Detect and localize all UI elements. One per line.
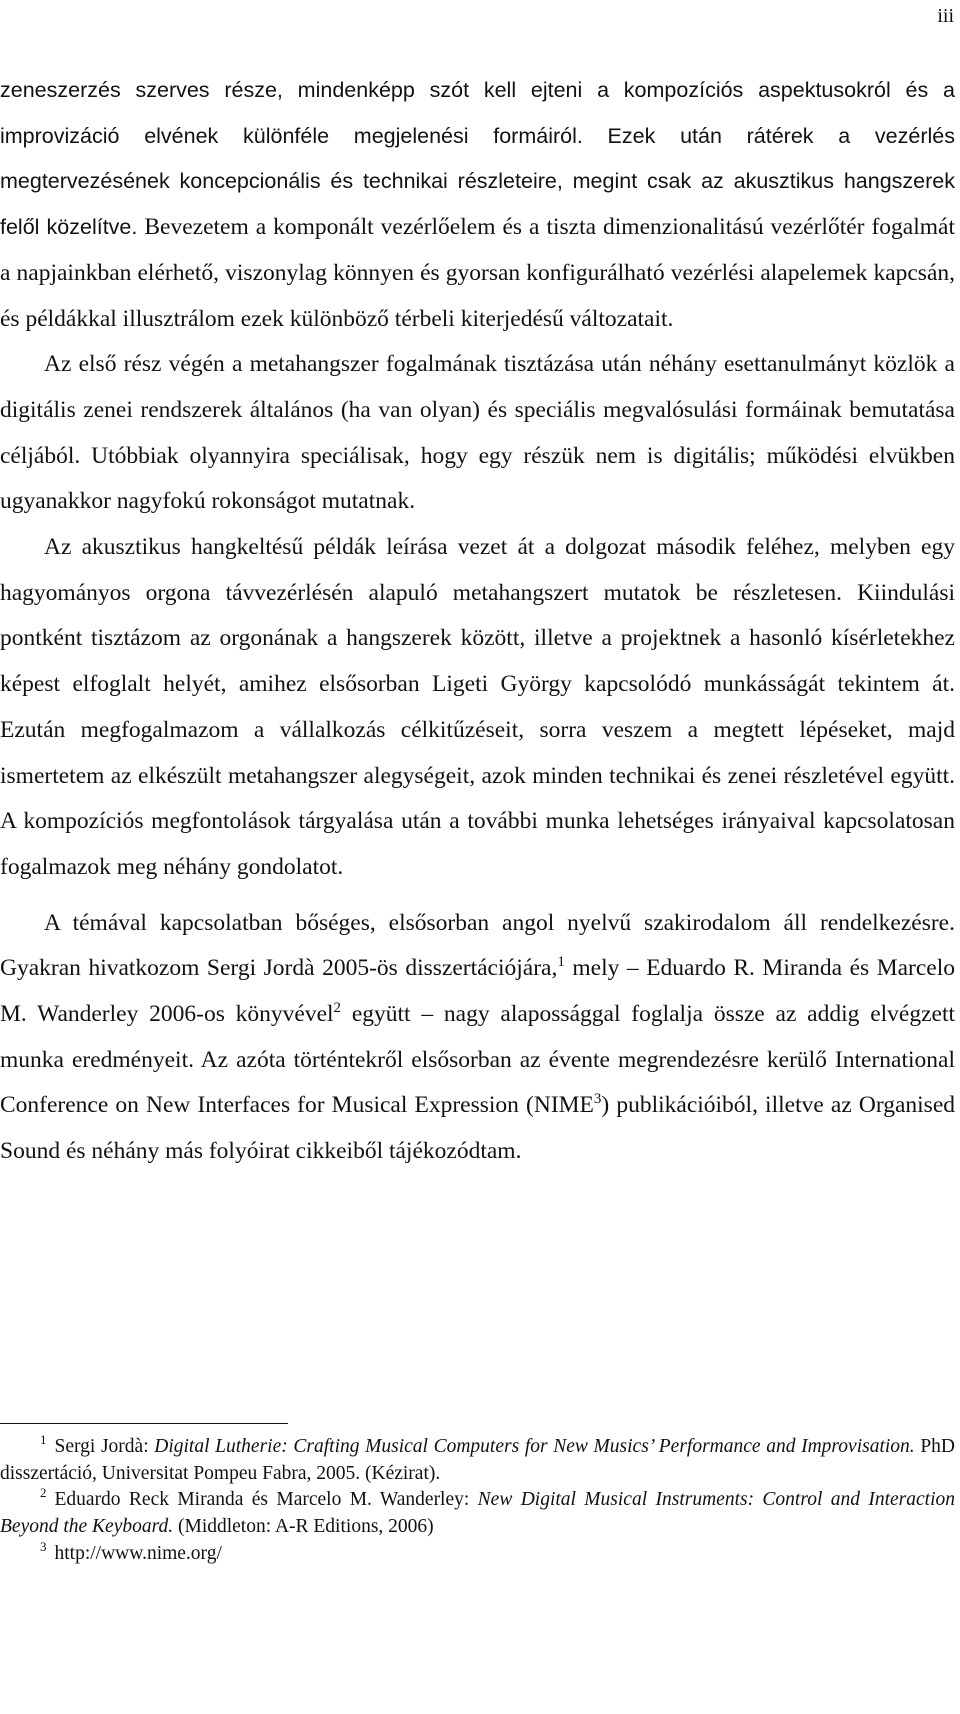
body-text <box>0 68 955 1175</box>
footnote-ref-3: 3 <box>593 1091 602 1108</box>
footnote-link[interactable]: http://www.nime.org/ <box>54 1543 222 1564</box>
footnote-number: 2 <box>40 1485 47 1500</box>
paragraph-organ: Az akusztikus hangkeltésű példák leírása vezet át a dolgozat második feléhez, melyben egy hagyományos orgona távvezérlésén alapuló metahangszert mutatok be részletesen. Kiindulási pontként tisztázom az orgonának a hangszerek között, illetve a projektnek a hasonló kísérletekhez képest elfoglalt helyét, amihez elsősorban Ligeti György kapcsolódó munkásságát tekintem át. Ezután megfogalmazom a vállalkozás célkitűzéseit, sorra veszem a megtett lépéseket, majd ismertetem az elkészült metahangszer alegységeit, azok minden technikai és zenei részletével együtt. A kompozíciós megfontolások tárgyalása után a további munka lehetséges irányaival kapcsolatosan fogalmazok meg néhány gondolatot. <box>0 534 955 880</box>
footnote-number: 3 <box>40 1539 47 1554</box>
literature-text-a: A témával kapcsolatban bőséges, elsősorban angol nyelvű szakirodalom áll rendelkezésre. Gyakran hivatkozom Sergi Jordà 2005-ös disszertációjára, <box>0 909 955 982</box>
footnote-title: New Digital Musical Instruments: Control and Interaction Beyond the Keyboard. <box>0 1489 955 1537</box>
footnote-3 <box>0 1541 955 1568</box>
footnote-ref-2: 2 <box>333 1000 342 1017</box>
footnote-1 <box>0 1434 955 1487</box>
footnote-author: Eduardo Reck Miranda és Marcelo M. Wanderley: <box>54 1489 478 1510</box>
paragraph-intro-sans-text: zeneszerzés szerves része, mindenképp szót kell ejteni a kompozíciós aspektusokról és a improvizáció elvének különféle megjelenési formáiról. Ezek után rátérek a vezérlés megtervezésének koncepcionális és technikai részleteire, megint csak az akusztikus hangszerek felől közelítve. <box>0 78 955 240</box>
literature-text-c: együtt – nagy alapossággal foglalja össze az addig elvégzett munka eredményeit. Az azóta történtekről elsősorban az évente megrendezésre kerülő International Conference on New Interfaces for Musical Expression (NIME <box>0 1001 956 1119</box>
paragraph-intro-text: Bevezetem a komponált vezérlőelem és a tiszta dimenzionalitású vezérlőtér fogalmát a napjainkban elérhető, viszonylag könnyen és gyorsan konfigurálható vezérlési alapelemek kapcsán, és példákkal illusztrálom ezek különböző térbeli kiterjedésű változatait. <box>0 214 956 332</box>
footnote-author: Sergi Jordà: <box>54 1436 155 1457</box>
footnote-details: PhD disszertáció, Universitat Pompeu Fabra, 2005. (Kézirat). <box>0 1436 955 1484</box>
footnote-title: Digital Lutherie: Crafting Musical Computers for New Musics’ Performance and Improvisation. <box>154 1436 915 1457</box>
paragraph-literature <box>0 901 955 1175</box>
footnote-ref-1: 1 <box>557 954 565 971</box>
footnote-details: (Middleton: A-R Editions, 2006) <box>173 1515 434 1537</box>
literature-text-d: ) publikációiból, illetve az Organised Sound és néhány más folyóirat cikkeiből tájékozódtam. <box>0 1092 956 1165</box>
footnotes <box>0 1434 955 1568</box>
literature-text-b: mely – Eduardo R. Miranda és Marcelo M. Wanderley 2006-os könyvével <box>0 955 955 1028</box>
footnote-number: 1 <box>40 1432 47 1447</box>
footnote-divider <box>0 1423 288 1424</box>
page-number: iii <box>937 5 954 27</box>
paragraph-case-studies: Az első rész végén a metahangszer fogalmának tisztázása után néhány esettanulmányt közlök a digitális zenei rendszerek általános (ha van olyan) és speciális megvalósulási formáinak bemutatása céljából. Utóbbiak olyannyira speciálisak, hogy egy részük nem is digitális; működési elvükben ugyanakkor nagyfokú rokonságot mutatnak. <box>0 351 955 515</box>
paragraph-intro <box>0 68 955 342</box>
footnote-2 <box>0 1487 955 1540</box>
